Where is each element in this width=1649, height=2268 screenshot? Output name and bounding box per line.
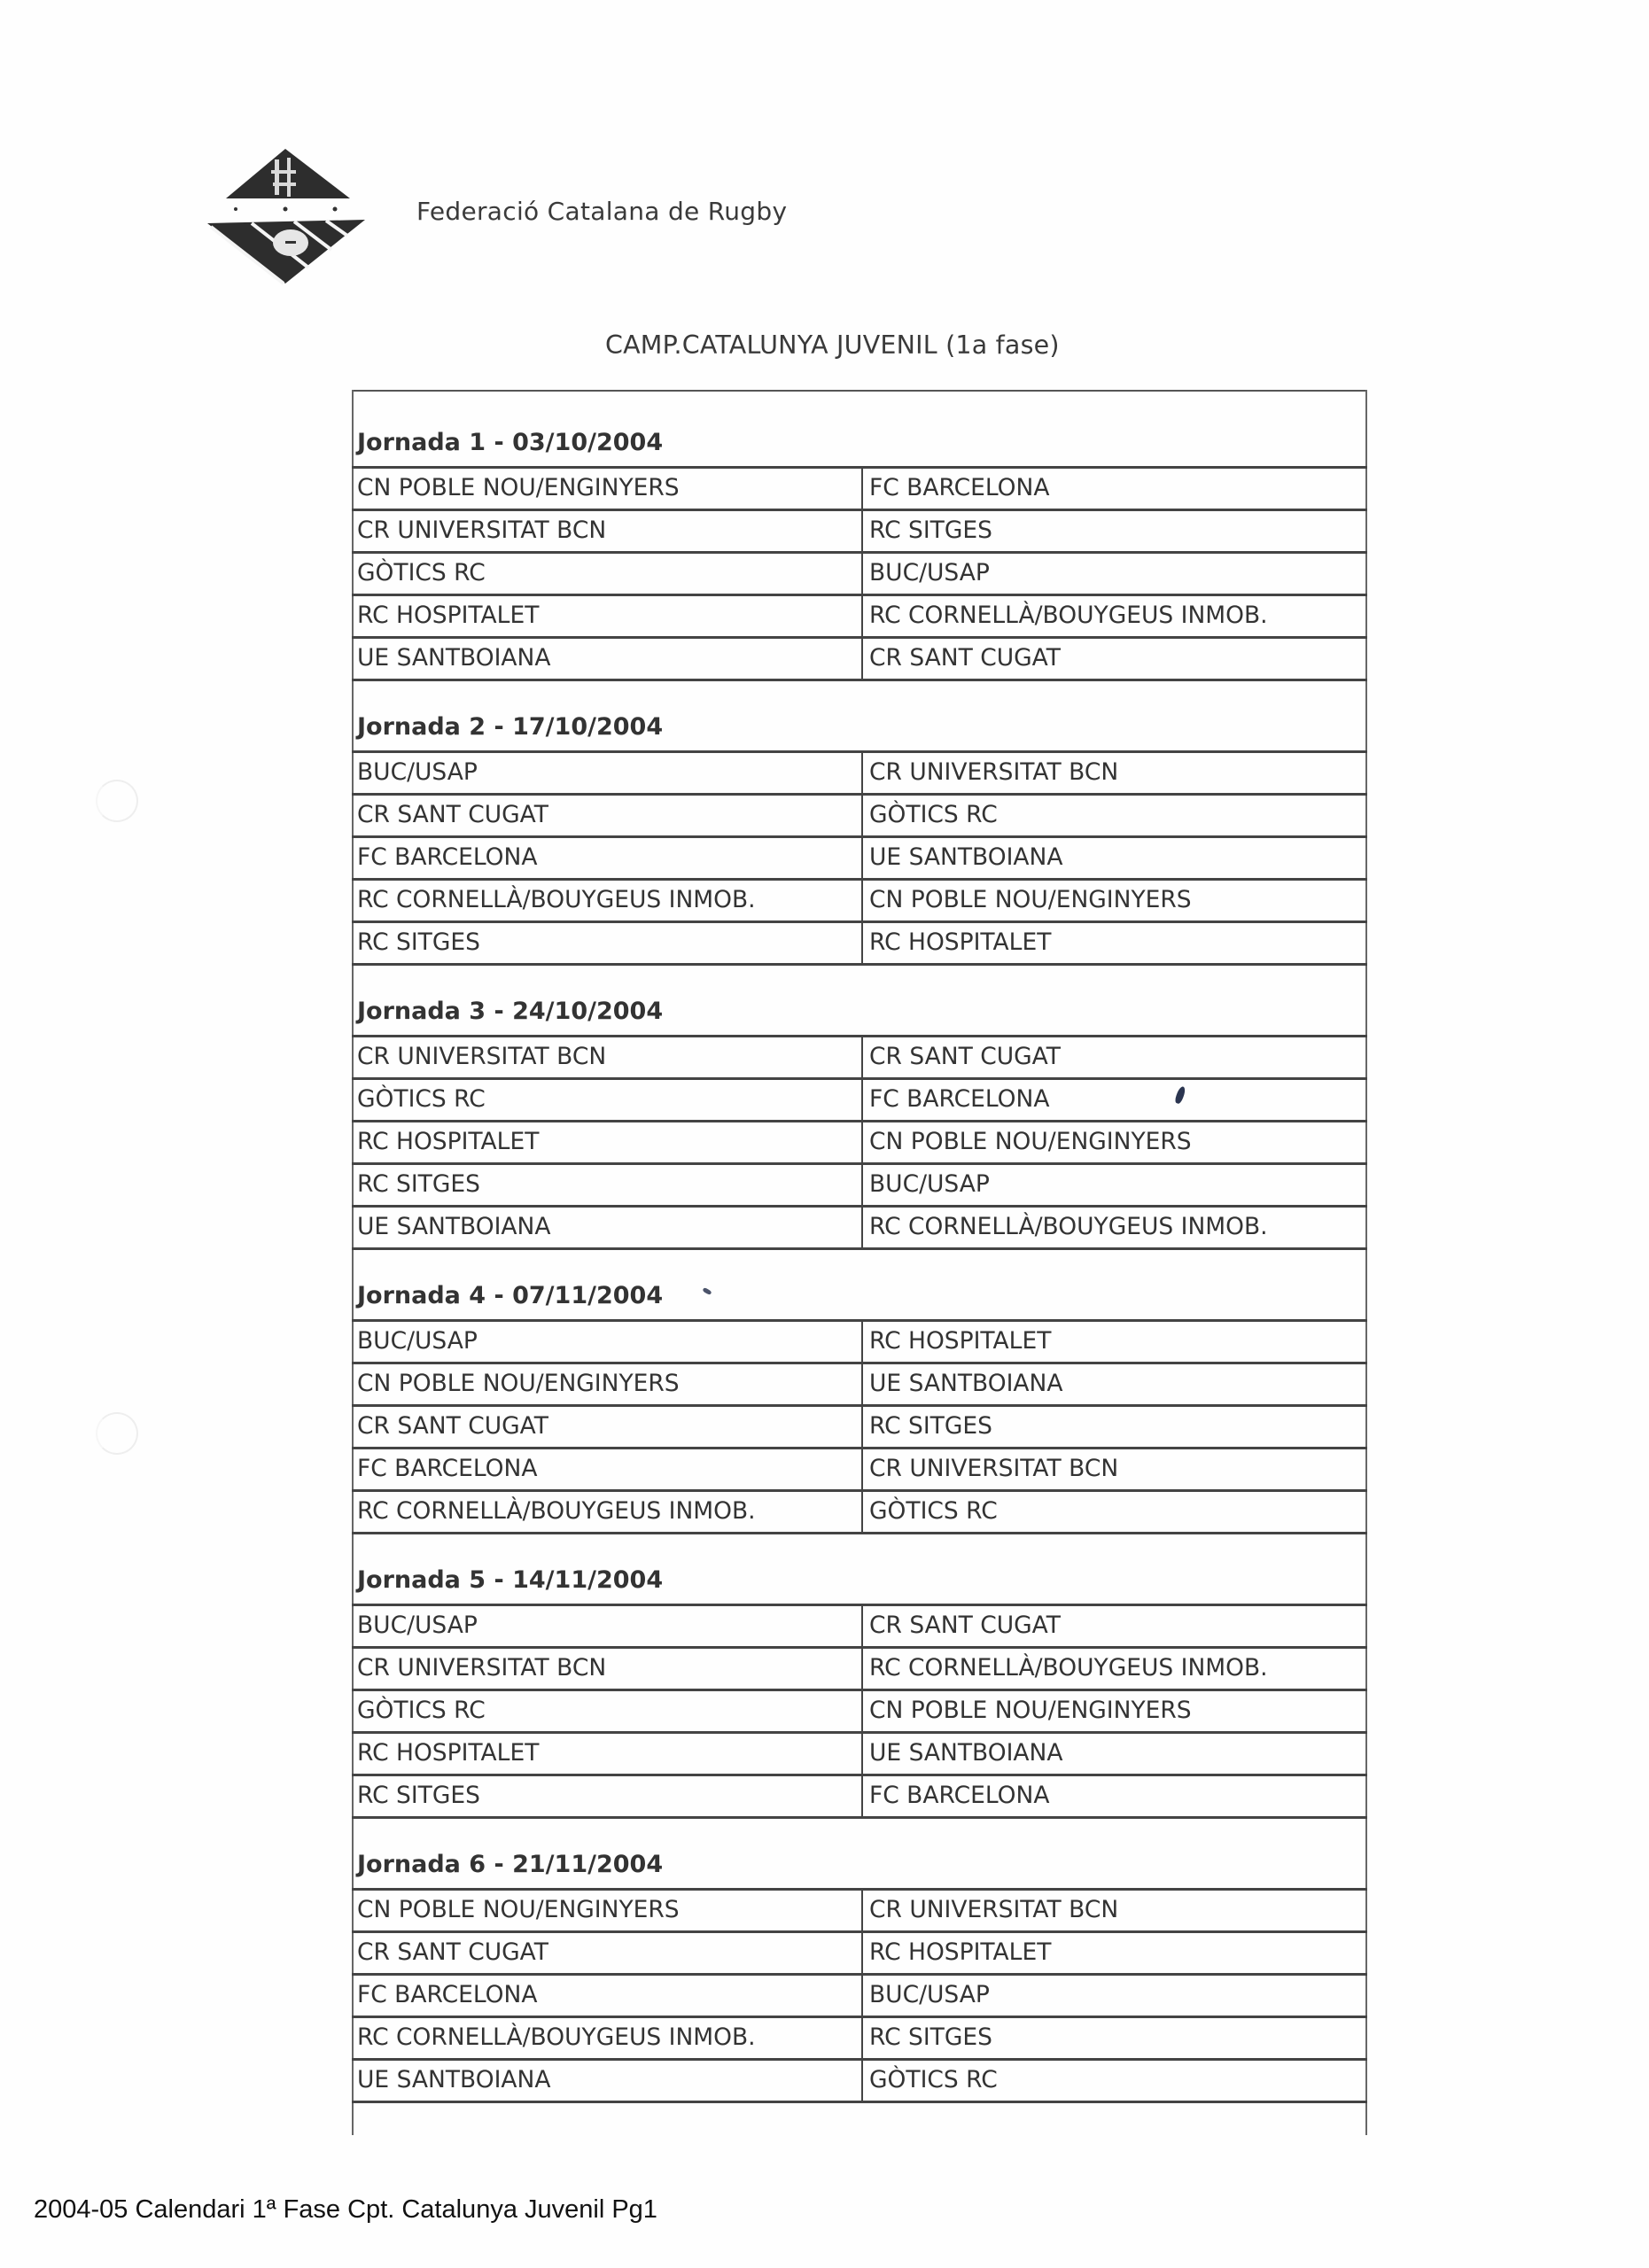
- column-divider: [861, 1080, 863, 1120]
- home-team: RC CORNELLÀ/BOUYGEUS INMOB.: [357, 1497, 756, 1525]
- column-divider: [861, 838, 863, 878]
- home-team: CN POBLE NOU/ENGINYERS: [357, 1370, 680, 1397]
- column-divider: [861, 2018, 863, 2058]
- match-row: [352, 1362, 1367, 1404]
- column-divider: [861, 1037, 863, 1077]
- home-team: CR UNIVERSITAT BCN: [357, 1043, 607, 1070]
- home-team: FC BARCELONA: [357, 843, 538, 871]
- column-divider: [861, 1606, 863, 1646]
- away-team: UE SANTBOIANA: [869, 843, 1063, 871]
- round-end-line: [352, 1816, 1367, 1819]
- fcr-logo: [202, 144, 370, 290]
- away-team: FC BARCELONA: [869, 474, 1050, 501]
- document-title: CAMP.CATALUNYA JUVENIL (1a fase): [605, 330, 1060, 360]
- home-team: CR SANT CUGAT: [357, 1938, 548, 1966]
- home-team: GÒTICS RC: [357, 1085, 486, 1113]
- match-row: [352, 1205, 1367, 1247]
- match-row: [352, 1404, 1367, 1447]
- match-row: [352, 1731, 1367, 1774]
- column-divider: [861, 2061, 863, 2101]
- match-row: [352, 509, 1367, 551]
- away-team: RC HOSPITALET: [869, 1327, 1052, 1355]
- home-team: RC HOSPITALET: [357, 1739, 540, 1767]
- away-team: RC SITGES: [869, 517, 992, 544]
- away-team: CR SANT CUGAT: [869, 644, 1061, 672]
- column-divider: [861, 1449, 863, 1489]
- away-team: RC HOSPITALET: [869, 1938, 1052, 1966]
- match-row: [352, 1689, 1367, 1731]
- match-row: [352, 1489, 1367, 1532]
- away-team: CN POBLE NOU/ENGINYERS: [869, 1697, 1192, 1724]
- away-team: CN POBLE NOU/ENGINYERS: [869, 886, 1192, 913]
- away-team: GÒTICS RC: [869, 1497, 998, 1525]
- match-row: [352, 1035, 1367, 1077]
- match-row: [352, 1888, 1367, 1930]
- home-team: FC BARCELONA: [357, 1981, 538, 2008]
- round-end-line: [352, 963, 1367, 966]
- home-team: CR SANT CUGAT: [357, 801, 548, 828]
- match-row: [352, 920, 1367, 963]
- away-team: RC CORNELLÀ/BOUYGEUS INMOB.: [869, 1213, 1268, 1240]
- round-end-line: [352, 2101, 1367, 2103]
- column-divider: [861, 1891, 863, 1930]
- punch-hole: [96, 780, 138, 822]
- organization-name: Federació Catalana de Rugby: [416, 197, 788, 226]
- match-row: [352, 466, 1367, 509]
- column-divider: [861, 1364, 863, 1404]
- round-heading: Jornada 2 - 17/10/2004: [357, 713, 664, 741]
- round-heading: Jornada 6 - 21/11/2004: [357, 1851, 664, 1878]
- column-divider: [861, 511, 863, 551]
- away-team: RC CORNELLÀ/BOUYGEUS INMOB.: [869, 1654, 1268, 1682]
- match-row: [352, 594, 1367, 636]
- match-row: [352, 1447, 1367, 1489]
- match-row: [352, 1319, 1367, 1362]
- column-divider: [861, 1208, 863, 1247]
- match-row: [352, 2058, 1367, 2101]
- match-row: [352, 1077, 1367, 1120]
- table-top-border: [352, 390, 1367, 392]
- column-divider: [861, 1734, 863, 1774]
- away-team: UE SANTBOIANA: [869, 1370, 1063, 1397]
- away-team: GÒTICS RC: [869, 801, 998, 828]
- column-divider: [861, 1776, 863, 1816]
- round-heading: Jornada 4 - 07/11/2004: [357, 1282, 664, 1309]
- column-divider: [861, 1122, 863, 1162]
- home-team: CN POBLE NOU/ENGINYERS: [357, 1896, 680, 1923]
- round-end-line: [352, 1247, 1367, 1250]
- match-row: [352, 1120, 1367, 1162]
- column-divider: [861, 469, 863, 509]
- column-divider: [861, 923, 863, 963]
- column-divider: [861, 1492, 863, 1532]
- home-team: RC SITGES: [357, 928, 480, 956]
- home-team: RC HOSPITALET: [357, 602, 540, 629]
- away-team: CR UNIVERSITAT BCN: [869, 1896, 1119, 1923]
- match-row: [352, 1604, 1367, 1646]
- away-team: FC BARCELONA: [869, 1782, 1050, 1809]
- away-team: FC BARCELONA: [869, 1085, 1050, 1113]
- away-team: CN POBLE NOU/ENGINYERS: [869, 1128, 1192, 1155]
- home-team: BUC/USAP: [357, 1612, 478, 1639]
- home-team: BUC/USAP: [357, 1327, 478, 1355]
- home-team: UE SANTBOIANA: [357, 2066, 551, 2093]
- column-divider: [861, 796, 863, 835]
- column-divider: [861, 1976, 863, 2016]
- column-divider: [861, 1933, 863, 1973]
- home-team: CN POBLE NOU/ENGINYERS: [357, 474, 680, 501]
- away-team: CR UNIVERSITAT BCN: [869, 1455, 1119, 1482]
- away-team: RC SITGES: [869, 1412, 992, 1440]
- away-team: UE SANTBOIANA: [869, 1739, 1063, 1767]
- away-team: BUC/USAP: [869, 559, 990, 586]
- match-row: [352, 793, 1367, 835]
- home-team: GÒTICS RC: [357, 1697, 486, 1724]
- punch-hole: [96, 1412, 138, 1455]
- round-end-line: [352, 1532, 1367, 1534]
- home-team: RC SITGES: [357, 1782, 480, 1809]
- column-divider: [861, 554, 863, 594]
- round-heading: Jornada 1 - 03/10/2004: [357, 429, 664, 456]
- match-row: [352, 1973, 1367, 2016]
- home-team: CR UNIVERSITAT BCN: [357, 517, 607, 544]
- column-divider: [861, 1691, 863, 1731]
- column-divider: [861, 1165, 863, 1205]
- column-divider: [861, 1407, 863, 1447]
- away-team: RC HOSPITALET: [869, 928, 1052, 956]
- match-row: [352, 636, 1367, 679]
- footer-caption: 2004-05 Calendari 1ª Fase Cpt. Catalunya Juvenil Pg1: [34, 2195, 657, 2224]
- home-team: BUC/USAP: [357, 758, 478, 786]
- away-team: BUC/USAP: [869, 1981, 990, 2008]
- round-end-line: [352, 679, 1367, 681]
- home-team: UE SANTBOIANA: [357, 644, 551, 672]
- column-divider: [861, 881, 863, 920]
- column-divider: [861, 639, 863, 679]
- match-row: [352, 835, 1367, 878]
- match-row: [352, 750, 1367, 793]
- away-team: BUC/USAP: [869, 1170, 990, 1198]
- match-row: [352, 1774, 1367, 1816]
- home-team: RC CORNELLÀ/BOUYGEUS INMOB.: [357, 886, 756, 913]
- column-divider: [861, 1322, 863, 1362]
- column-divider: [861, 596, 863, 636]
- home-team: RC CORNELLÀ/BOUYGEUS INMOB.: [357, 2023, 756, 2051]
- home-team: RC SITGES: [357, 1170, 480, 1198]
- match-row: [352, 878, 1367, 920]
- column-divider: [861, 1649, 863, 1689]
- home-team: UE SANTBOIANA: [357, 1213, 551, 1240]
- match-row: [352, 1162, 1367, 1205]
- match-row: [352, 1930, 1367, 1973]
- match-row: [352, 2016, 1367, 2058]
- away-team: RC SITGES: [869, 2023, 992, 2051]
- round-heading: Jornada 3 - 24/10/2004: [357, 998, 664, 1025]
- home-team: CR UNIVERSITAT BCN: [357, 1654, 607, 1682]
- home-team: CR SANT CUGAT: [357, 1412, 548, 1440]
- away-team: CR SANT CUGAT: [869, 1612, 1061, 1639]
- home-team: RC HOSPITALET: [357, 1128, 540, 1155]
- round-heading: Jornada 5 - 14/11/2004: [357, 1566, 664, 1594]
- column-divider: [861, 753, 863, 793]
- away-team: CR SANT CUGAT: [869, 1043, 1061, 1070]
- home-team: FC BARCELONA: [357, 1455, 538, 1482]
- match-row: [352, 551, 1367, 594]
- away-team: GÒTICS RC: [869, 2066, 998, 2093]
- away-team: CR UNIVERSITAT BCN: [869, 758, 1119, 786]
- schedule-table: [352, 390, 1367, 2135]
- away-team: RC CORNELLÀ/BOUYGEUS INMOB.: [869, 602, 1268, 629]
- match-row: [352, 1646, 1367, 1689]
- home-team: GÒTICS RC: [357, 559, 486, 586]
